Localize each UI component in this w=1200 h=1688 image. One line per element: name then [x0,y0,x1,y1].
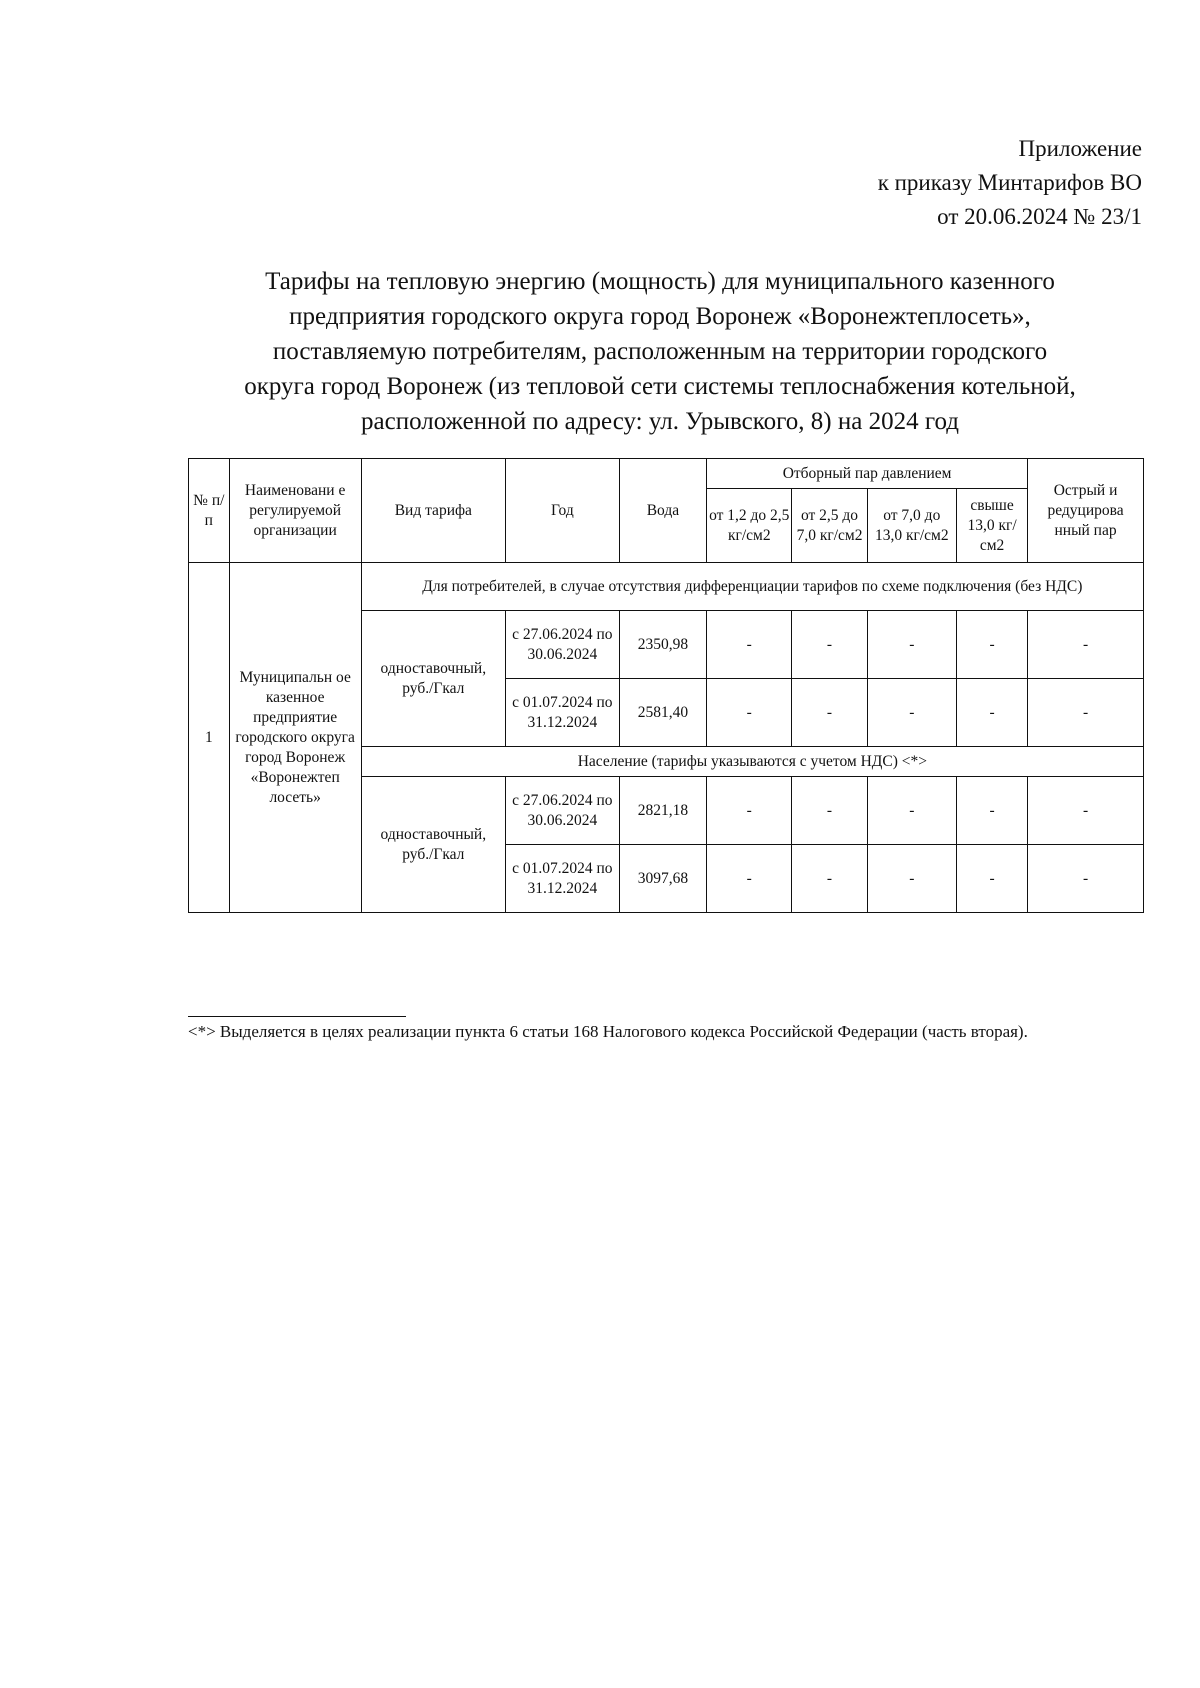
steam-3-value: - [867,679,956,747]
org-name: Муниципальн ое казенное предприятие городского округа город Воронеж «Воронежтеп лосеть» [229,563,361,913]
period-cell: с 01.07.2024 по 31.12.2024 [505,845,619,913]
steam-2-value: - [792,611,867,679]
water-value: 2581,40 [619,679,706,747]
water-value: 2821,18 [619,777,706,845]
steam-1-value: - [707,845,792,913]
title-line: расположенной по адресу: ул. Урывского, 8) на 2024 год [361,408,959,435]
water-value: 2350,98 [619,611,706,679]
header-steam-group: Отборный пар давлением [707,459,1028,489]
title-line: округа город Воронеж (из тепловой сети системы теплоснабжения котельной, [244,373,1076,400]
steam-2-value: - [792,679,867,747]
section-label: Население (тарифы указываются с учетом НДС) <*> [361,747,1143,777]
steam-4-value: - [956,611,1027,679]
steam-4-value: - [956,679,1027,747]
steam-1-value: - [707,611,792,679]
appendix-order-ref: к приказу Минтарифов ВО [877,170,1142,195]
steam-1-value: - [707,777,792,845]
appendix-order-date: от 20.06.2024 № 23/1 [937,204,1142,229]
tariff-type-cell: одноставочный, руб./Гкал [361,777,505,913]
sharp-steam-value: - [1028,611,1144,679]
steam-1-value: - [707,679,792,747]
steam-2-value: - [792,777,867,845]
steam-4-value: - [956,777,1027,845]
document-title [160,264,1160,439]
header-year: Год [505,459,619,563]
period-cell: с 27.06.2024 по 30.06.2024 [505,777,619,845]
appendix-header [878,132,1142,234]
header-steam-1: от 1,2 до 2,5 кг/см2 [707,489,792,563]
header-steam-4: свыше 13,0 кг/см2 [956,489,1027,563]
sharp-steam-value: - [1028,777,1144,845]
steam-3-value: - [867,611,956,679]
steam-3-value: - [867,845,956,913]
header-steam-2: от 2,5 до 7,0 кг/см2 [792,489,867,563]
water-value: 3097,68 [619,845,706,913]
period-cell: с 01.07.2024 по 31.12.2024 [505,679,619,747]
period-cell: с 27.06.2024 по 30.06.2024 [505,611,619,679]
header-tariff-type: Вид тарифа [361,459,505,563]
sharp-steam-value: - [1028,845,1144,913]
tariff-table [188,458,1144,913]
footnote-divider [188,1016,406,1017]
appendix-label: Приложение [1018,136,1142,161]
title-line: Тарифы на тепловую энергию (мощность) для муниципального казенного [265,268,1055,295]
title-line: поставляемую потребителям, расположенным на территории городского [272,338,1048,365]
header-num: № п/п [189,459,230,563]
title-line: предприятия городского округа город Воронеж «Воронежтеплосеть», [289,303,1031,330]
sharp-steam-value: - [1028,679,1144,747]
tariff-type-cell: одноставочный, руб./Гкал [361,611,505,747]
header-water: Вода [619,459,706,563]
header-org: Наименовани е регулируемой организации [229,459,361,563]
header-sharp-steam: Острый и редуцирова нный пар [1028,459,1144,563]
header-steam-3: от 7,0 до 13,0 кг/см2 [867,489,956,563]
row-number: 1 [189,563,230,913]
steam-3-value: - [867,777,956,845]
steam-4-value: - [956,845,1027,913]
footnote: <*> Выделяется в целях реализации пункта 6 статьи 168 Налогового кодекса Российской Федерации (часть вторая). [188,1022,1028,1041]
steam-2-value: - [792,845,867,913]
section-label: Для потребителей, в случае отсутствия дифференциации тарифов по схеме подключения (без НДС) [361,563,1143,611]
